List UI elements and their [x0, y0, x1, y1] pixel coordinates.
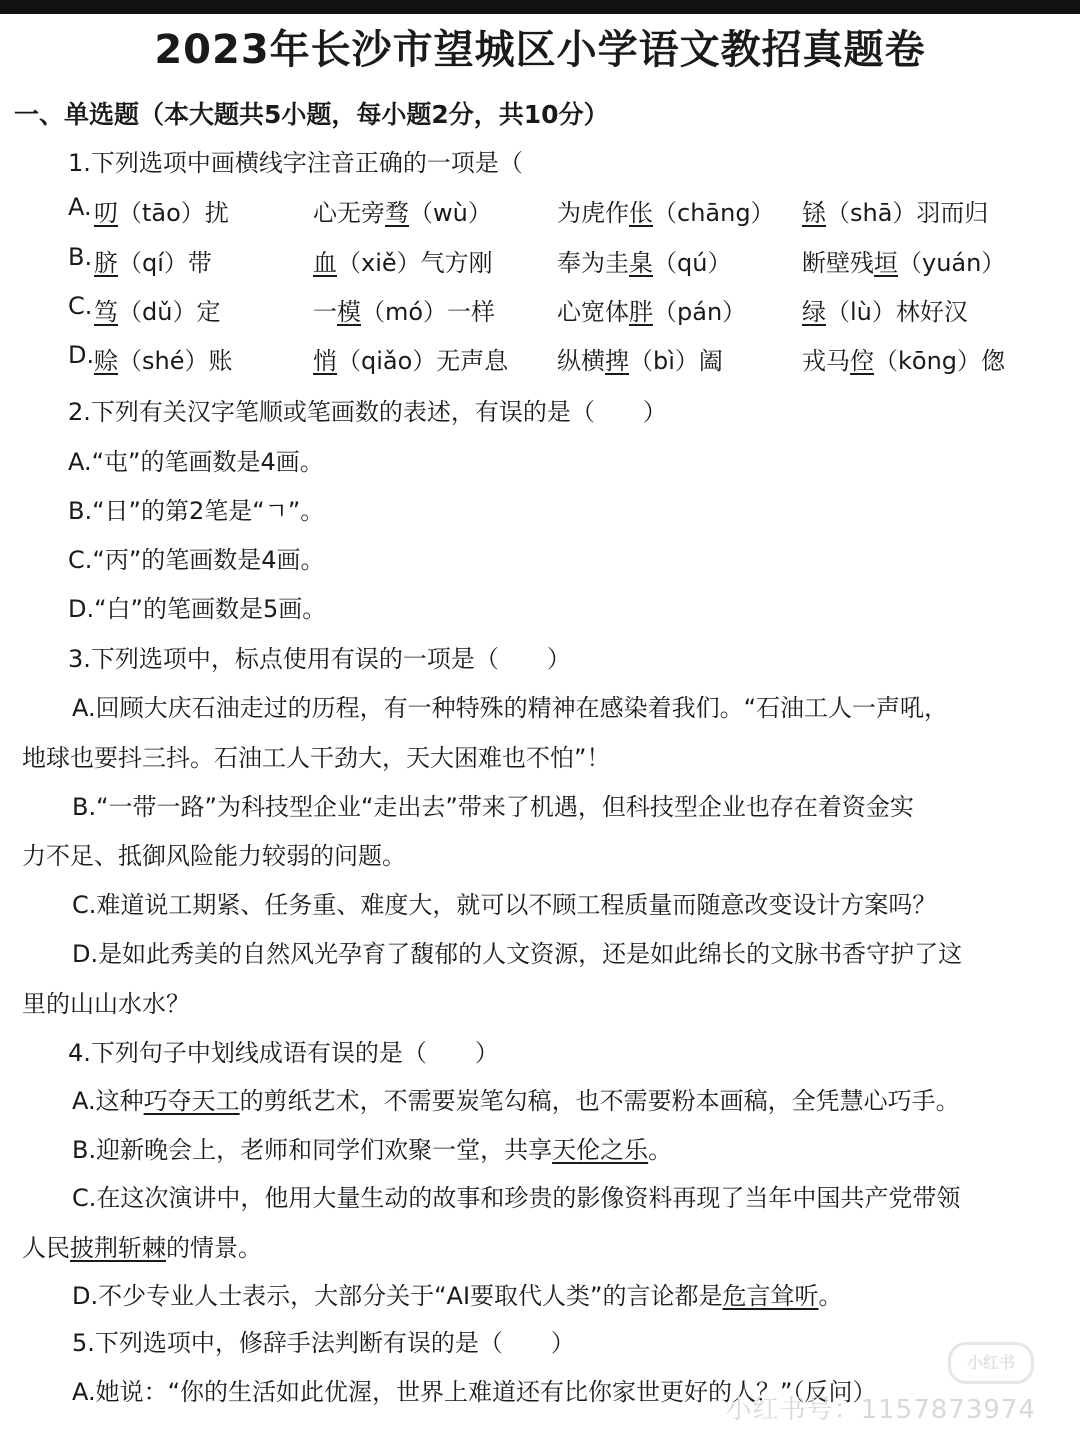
pinyin-item: 铩（shā）羽而归	[802, 199, 989, 227]
question-3-stem: 3.下列选项中，标点使用有误的一项是（ ）	[68, 645, 571, 673]
question-4-stem: 4.下列句子中划线成语有误的是（ ）	[68, 1039, 499, 1067]
question-5-option-a: A.她说：“你的生活如此优渥，世界上难道还有比你家世更好的人？”（反问）	[72, 1378, 877, 1406]
question-2-option-c: C.“丙”的笔画数是4画。	[68, 546, 325, 574]
pinyin-item: 赊（shé）账	[94, 347, 233, 375]
question-3-option-a-line1: A.回顾大庆石油走过的历程，有一种特殊的精神在感染着我们。“石油工人一声吼，	[72, 694, 949, 722]
underlined-character: 臬	[629, 249, 653, 277]
underlined-idiom: 天伦之乐	[552, 1136, 649, 1164]
underlined-character: 悄	[313, 347, 337, 375]
pinyin-item: 断壁残垣（yuán）	[802, 249, 1006, 277]
pinyin-item: 一模（mó）一样	[313, 298, 496, 326]
question-4-option-b: B.迎新晚会上，老师和同学们欢聚一堂，共享天伦之乐。	[72, 1136, 673, 1164]
underlined-character: 赊	[94, 347, 118, 375]
pinyin-item: 为虎作伥（chāng）	[557, 199, 775, 227]
question-2-option-b: B.“日”的第2笔是“ㄱ”。	[68, 497, 325, 525]
underlined-character: 绿	[802, 298, 826, 326]
question-3-option-c: C.难道说工期紧、任务重、难度大，就可以不顾工程质量而随意改变设计方案吗？	[72, 891, 937, 919]
pinyin-item: 血（xiě）气方刚	[313, 249, 493, 277]
underlined-character: 骛	[385, 199, 409, 227]
question-3-option-a-line2: 地球也要抖三抖。石油工人干劲大，天大困难也不怕”！	[22, 744, 611, 772]
underlined-character: 捭	[605, 347, 629, 375]
watermark-logo: 小红书	[948, 1342, 1034, 1384]
underlined-character: 血	[313, 249, 337, 277]
question-4-option-a: A.这种巧夺天工的剪纸艺术，不需要炭笔勾稿，也不需要粉本画稿，全凭慧心巧手。	[72, 1087, 960, 1115]
underlined-character: 模	[337, 298, 361, 326]
question-1-stem: 1.下列选项中画横线字注音正确的一项是（	[68, 149, 523, 177]
pinyin-item: 心宽体胖（pán）	[557, 298, 747, 326]
question-2-option-d: D.“白”的笔画数是5画。	[68, 595, 327, 623]
question-4-option-d: D.不少专业人士表示，大部分关于“AI要取代人类”的言论都是危言耸听。	[72, 1282, 843, 1310]
pinyin-item: 奉为圭臬（qú）	[557, 249, 732, 277]
option-label: C.	[68, 292, 93, 320]
pinyin-item: 心无旁骛（wù）	[313, 199, 492, 227]
question-3-option-d-line2: 里的山山水水？	[22, 990, 190, 1018]
underlined-character: 倥	[850, 347, 874, 375]
question-4-option-c-line2: 人民披荆斩棘的情景。	[22, 1234, 262, 1262]
question-2-stem: 2.下列有关汉字笔顺或笔画数的表述，有误的是（ ）	[68, 398, 667, 426]
underlined-character: 胖	[629, 298, 653, 326]
underlined-idiom: 巧夺天工	[143, 1087, 240, 1115]
pinyin-item: 叨（tāo）扰	[94, 199, 229, 227]
underlined-character: 伥	[629, 199, 653, 227]
top-black-bar	[0, 0, 1080, 14]
option-label: D.	[68, 341, 95, 369]
watermark-text: 小红书号：1157873974	[725, 1395, 1036, 1425]
pinyin-item: 绿（lù）林好汉	[802, 298, 968, 326]
pinyin-item: 悄（qiǎo）无声息	[313, 347, 509, 375]
underlined-character: 垣	[874, 249, 898, 277]
underlined-character: 叨	[94, 199, 118, 227]
underlined-character: 脐	[94, 249, 118, 277]
pinyin-item: 笃（dǔ）定	[94, 298, 221, 326]
question-3-option-b-line1: B.“一带一路”为科技型企业“走出去”带来了机遇，但科技型企业也存在着资金实	[72, 793, 914, 821]
underlined-character: 铩	[802, 199, 826, 227]
pinyin-item: 戎马倥（kōng）偬	[802, 347, 1006, 375]
question-5-stem: 5.下列选项中，修辞手法判断有误的是（ ）	[72, 1329, 575, 1357]
question-3-option-d-line1: D.是如此秀美的自然风光孕育了馥郁的人文资源，还是如此绵长的文脉书香守护了这	[72, 940, 963, 968]
question-4-option-c-line1: C.在这次演讲中，他用大量生动的故事和珍贵的影像资料再现了当年中国共产党带领	[72, 1184, 961, 1212]
option-label: A.	[68, 193, 92, 221]
option-label: B.	[68, 243, 93, 271]
pinyin-item: 纵横捭（bì）阖	[557, 347, 723, 375]
underlined-idiom: 披荆斩棘	[70, 1234, 166, 1262]
pinyin-item: 脐（qí）带	[94, 249, 212, 277]
question-2-option-a: A.“屯”的笔画数是4画。	[68, 448, 324, 476]
question-3-option-b-line2: 力不足、抵御风险能力较弱的问题。	[22, 842, 406, 870]
underlined-idiom: 危言耸听	[722, 1282, 819, 1310]
underlined-character: 笃	[94, 298, 118, 326]
section-heading: 一、单选题（本大题共5小题，每小题2分，共10分）	[14, 100, 609, 129]
page-title: 2023年长沙市望城区小学语文教招真题卷	[154, 27, 926, 73]
